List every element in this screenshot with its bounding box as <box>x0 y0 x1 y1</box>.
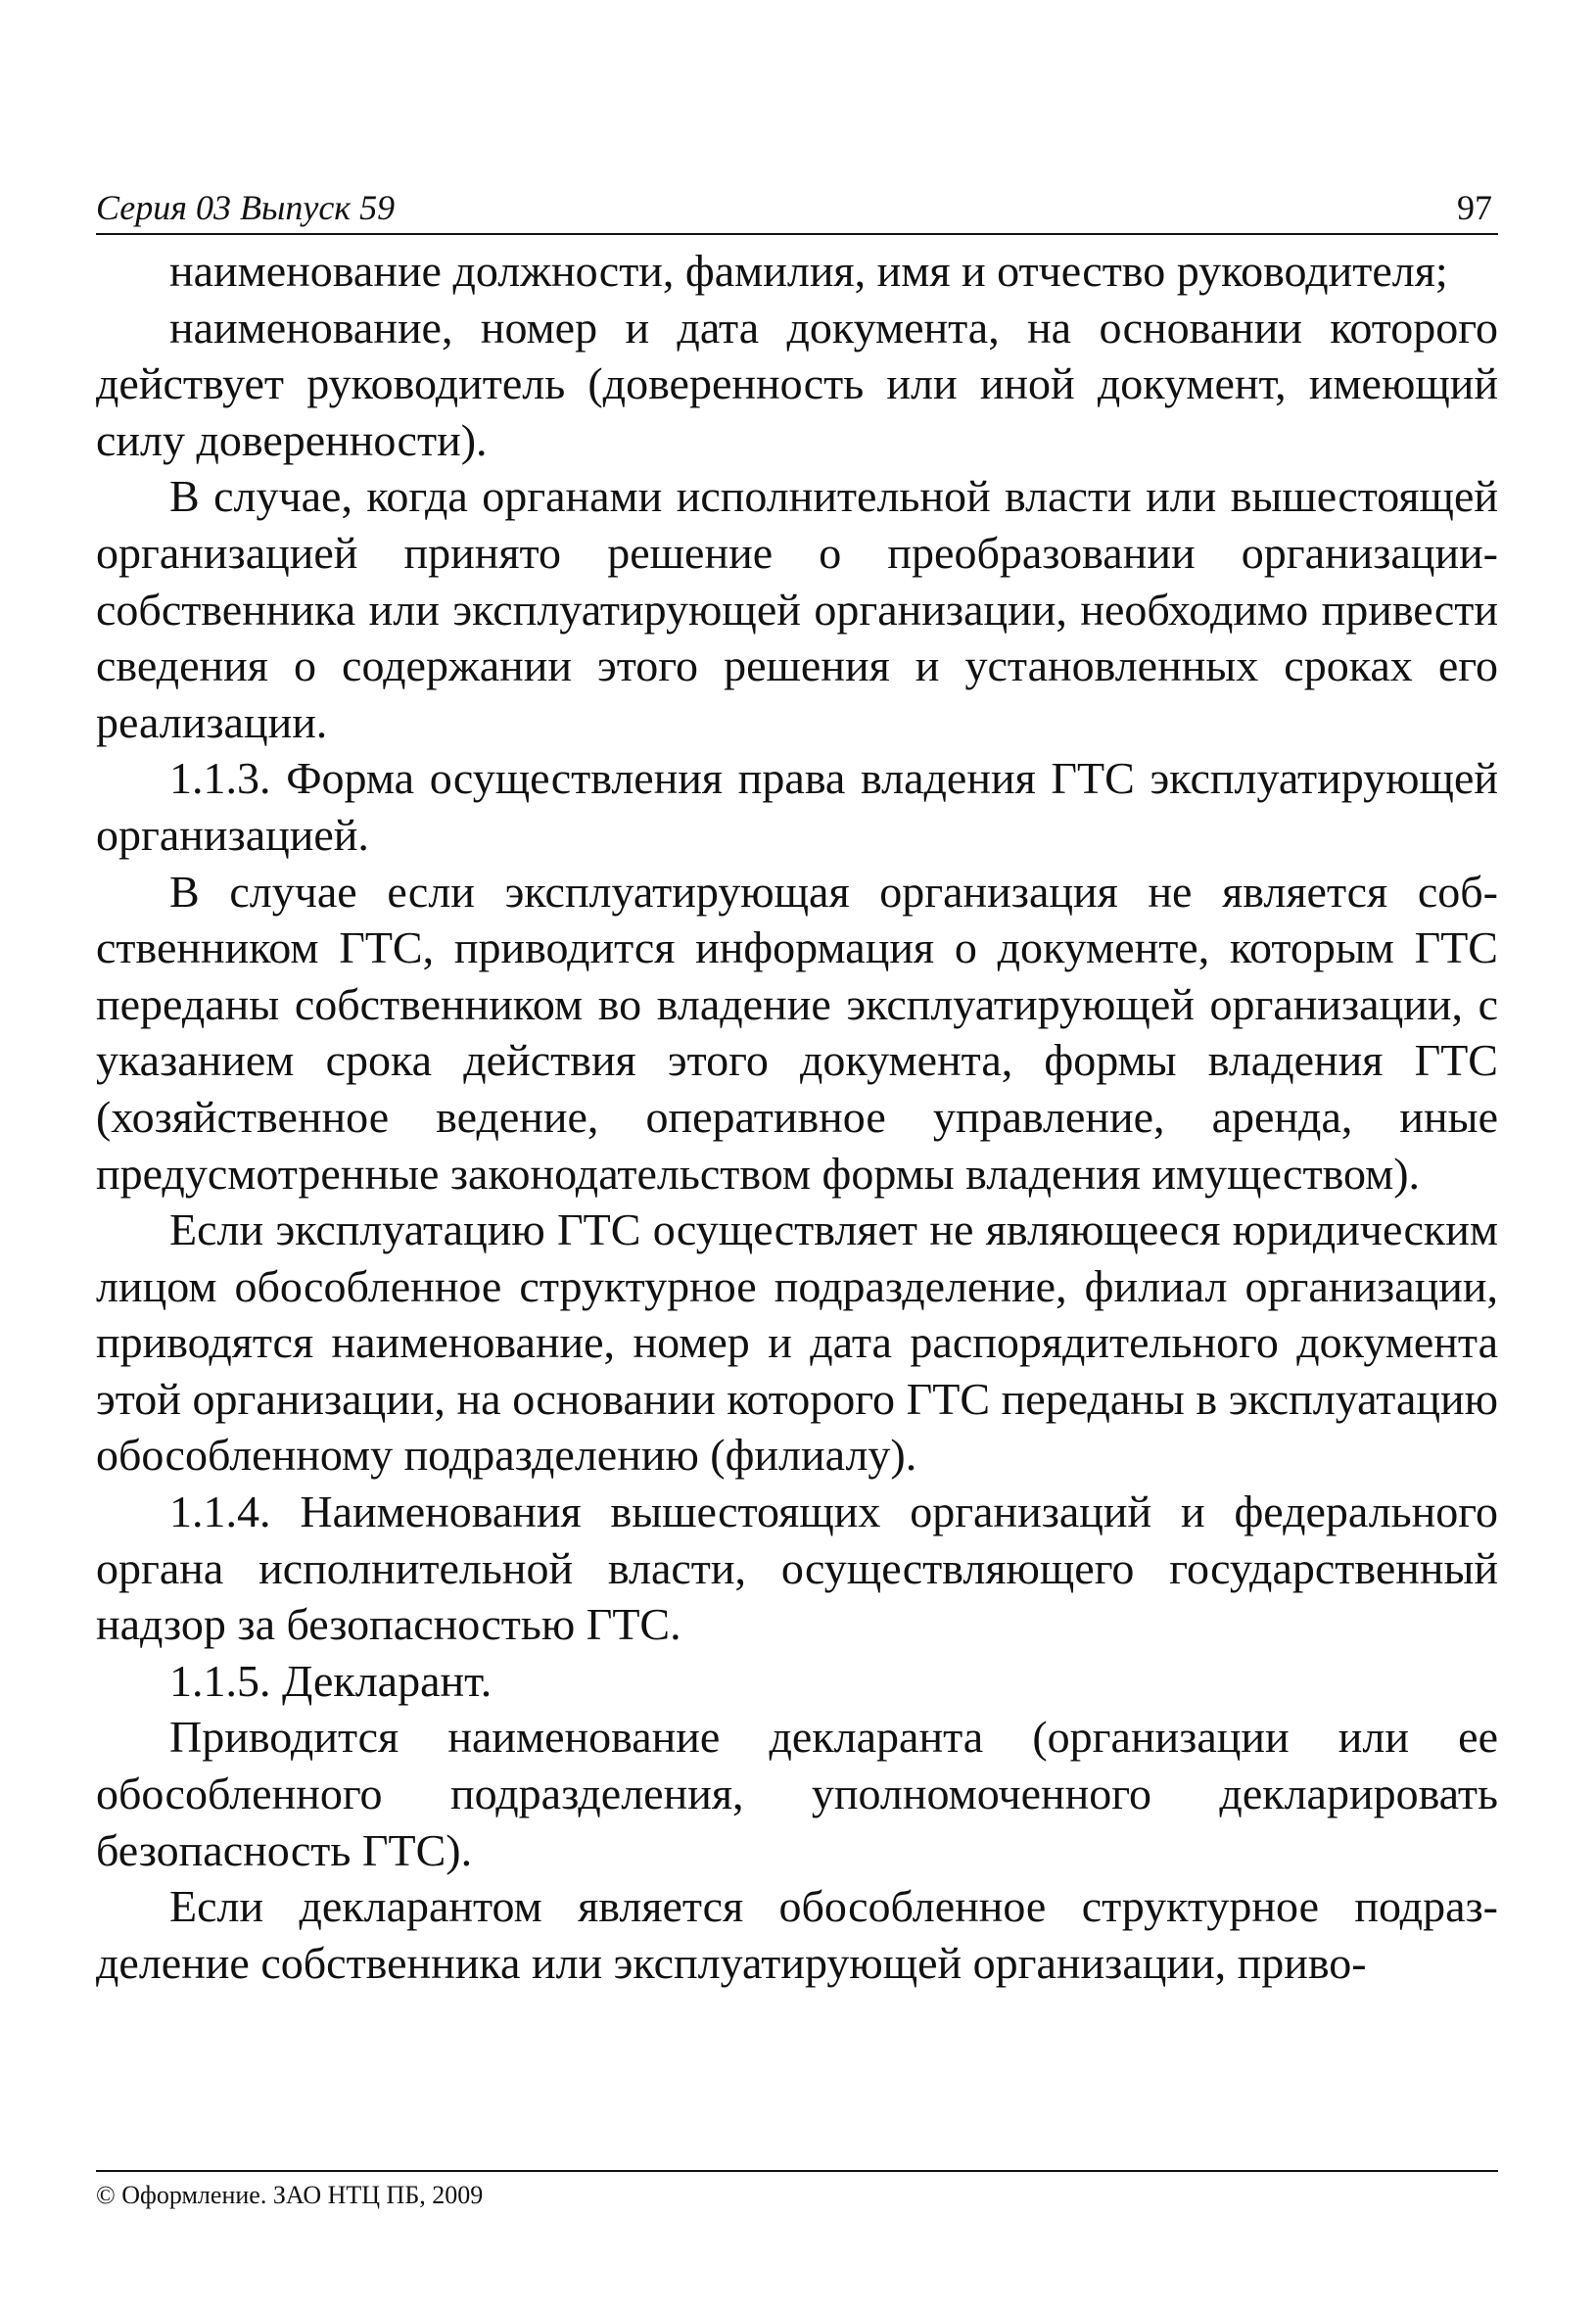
paragraph: Если декларантом является обособленное структурное подразделение собственника или эксплуатирующей организации, приво- <box>96 1881 1498 1988</box>
paragraph: наименование должности, фамилия, имя и отчество руководителя; <box>169 246 1448 296</box>
copyright-notice: © Оформление. ЗАО НТЦ ПБ, 2009 <box>96 2181 484 2209</box>
paragraph: наименование, номер и дата документа, на основании которого действует руководитель (доверенность или иной документ, имеющий силу доверенности). <box>96 302 1498 465</box>
section-heading-1-1-3: 1.1.3. Форма осуществления права владения ГТС эксплуатирующей организацией. <box>96 753 1498 860</box>
paragraph: В случае, когда органами исполнительной власти или вышестоящей организацией принято решение о преобразовании организации-собственника или эксплуатирующей организации, необходимо привести сведения о содержании этого решения и установленных сроках его реализации. <box>96 471 1498 747</box>
page-number: 97 <box>1457 188 1492 227</box>
paragraph: Приводится наименование декларанта (организации или ее обособленного подразделения, уполномоченного декларировать безопасность ГТС). <box>96 1712 1498 1875</box>
series-title: Серия 03 Выпуск 59 <box>96 188 396 227</box>
section-heading-1-1-4: 1.1.4. Наименования вышестоящих организаций и федерального органа исполнительной власти, осуществляющего государственный надзор за безопасностью ГТС. <box>96 1486 1498 1650</box>
section-heading-1-1-5: 1.1.5. Декларант. <box>169 1655 493 1706</box>
document-page <box>96 186 1498 1991</box>
body-text <box>96 243 1498 1991</box>
paragraph: Если эксплуатацию ГТС осуществляет не являющееся юридическим лицом обособленное структурное подразделение, филиал организации, приводятся наименование, номер и дата распорядительного документа этой организации, на основании которого ГТС переданы в эксплуатацию обособленному подразделению (филиалу). <box>96 1204 1498 1481</box>
running-header <box>96 186 1498 235</box>
page-footer <box>96 2170 1498 2211</box>
paragraph: В случае если эксплуатирующая организация не является собственником ГТС, приводится информация о документе, которым ГТС переданы собственником во владение эксплуатирующей организации, с указанием срока действия этого документа, формы владения ГТС (хозяйственное ведение, оперативное управление, аренда, иные предусмотренные законодательством формы владения имуществом). <box>96 866 1498 1199</box>
